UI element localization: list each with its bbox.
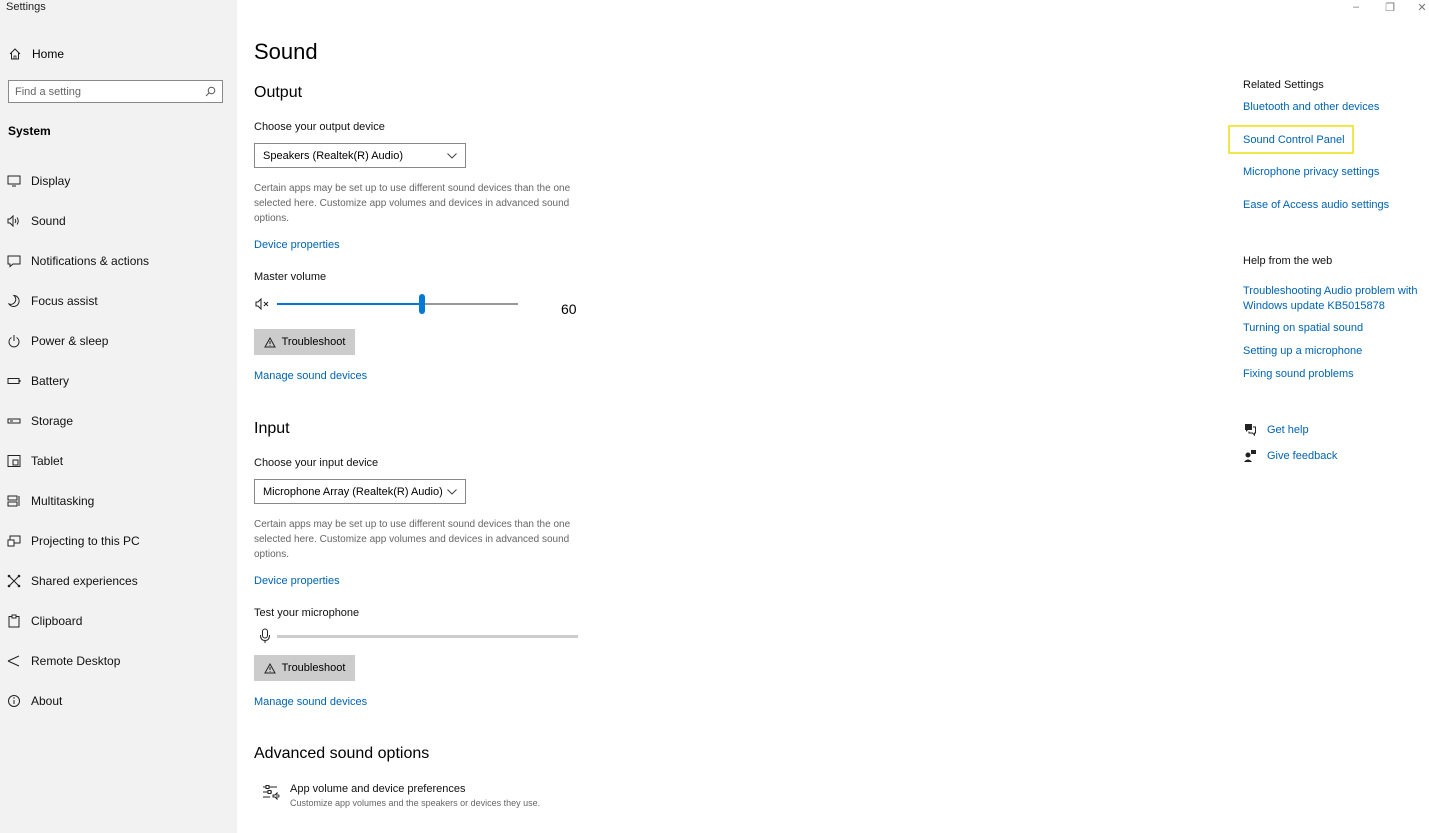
output-choose-label: Choose your output device: [254, 121, 385, 133]
output-description: Certain apps may be set up to use different sound devices than the one selected here. Customize app volumes and devices in advanced sound options.: [254, 183, 571, 224]
search-box[interactable]: [8, 80, 223, 103]
input-device-value: Microphone Array (Realtek(R) Audio): [263, 485, 443, 498]
master-volume-fill: [277, 303, 422, 305]
give-feedback-link[interactable]: [1243, 449, 1337, 463]
chevron-down-icon: [447, 153, 457, 159]
troubleshoot-label: Troubleshoot: [281, 662, 346, 674]
warning-icon: [264, 663, 276, 674]
multitasking-icon: [7, 494, 21, 508]
tablet-icon: [7, 454, 21, 468]
help-link-microphone[interactable]: Setting up a microphone: [1243, 345, 1363, 357]
group-title: System: [8, 124, 51, 138]
search-icon: [205, 86, 216, 97]
output-device-dropdown[interactable]: [254, 143, 466, 168]
sidebar-item-label: Focus assist: [31, 294, 98, 308]
sidebar-item-notifications[interactable]: [0, 250, 237, 272]
related-settings-title: Related Settings: [1243, 79, 1324, 91]
app-volume-preferences-item[interactable]: [262, 783, 540, 808]
sidebar: [0, 0, 237, 833]
output-manage-devices-link[interactable]: Manage sound devices: [254, 370, 368, 382]
microphone-privacy-link[interactable]: Microphone privacy settings: [1243, 166, 1380, 178]
output-device-value: Speakers (Realtek(R) Audio): [263, 149, 404, 162]
sidebar-item-label: Display: [31, 174, 71, 188]
sidebar-item-label: Multitasking: [31, 494, 95, 508]
home-label: Home: [32, 47, 65, 61]
home-button[interactable]: [8, 45, 64, 63]
sidebar-item-label: Battery: [31, 374, 70, 388]
master-volume-thumb[interactable]: [419, 294, 425, 314]
minimize-button[interactable]: –: [1352, 1, 1360, 13]
storage-icon: [7, 414, 21, 428]
sidebar-item-label: Storage: [31, 414, 74, 428]
shared-icon: [7, 574, 21, 588]
output-troubleshoot-button[interactable]: [254, 329, 355, 355]
sidebar-item-label: Projecting to this PC: [31, 534, 140, 548]
power-icon: [7, 334, 21, 348]
clipboard-icon: [7, 614, 21, 628]
get-help-icon: [1243, 423, 1257, 436]
feedback-icon: [1243, 449, 1257, 463]
help-link-fixing-sound[interactable]: Fixing sound problems: [1243, 368, 1354, 380]
close-button[interactable]: ✕: [1417, 1, 1427, 14]
sidebar-item-display[interactable]: [0, 170, 237, 192]
mute-icon[interactable]: [255, 298, 271, 310]
output-device-properties-link[interactable]: Device properties: [254, 239, 340, 251]
sidebar-item-label: Tablet: [31, 454, 64, 468]
output-heading: Output: [254, 84, 303, 101]
notifications-icon: [7, 254, 21, 268]
input-device-dropdown[interactable]: [254, 479, 466, 504]
sound-icon: [7, 214, 21, 228]
sidebar-item-label: Clipboard: [31, 614, 83, 628]
sidebar-item-battery[interactable]: [0, 370, 237, 392]
warning-icon: [264, 337, 276, 348]
projecting-icon: [7, 534, 21, 548]
mixer-icon: [262, 784, 282, 802]
sidebar-item-about[interactable]: [0, 690, 237, 712]
master-volume-value: 60: [561, 301, 577, 317]
sidebar-item-storage[interactable]: [0, 410, 237, 432]
input-choose-label: Choose your input device: [254, 457, 379, 469]
sidebar-item-label: Sound: [31, 214, 66, 228]
search-input[interactable]: [15, 86, 205, 98]
sidebar-item-label: Shared experiences: [31, 574, 138, 588]
chevron-down-icon: [447, 489, 457, 495]
sound-control-panel-link[interactable]: Sound Control Panel: [1243, 134, 1345, 146]
microphone-icon: [259, 628, 271, 644]
restore-button[interactable]: ❐: [1385, 1, 1395, 14]
display-icon: [7, 174, 21, 188]
input-troubleshoot-button[interactable]: [254, 655, 355, 681]
master-volume-label: Master volume: [254, 271, 327, 283]
input-device-properties-link[interactable]: Device properties: [254, 575, 340, 587]
input-heading: Input: [254, 420, 290, 437]
sidebar-item-sound[interactable]: [0, 210, 237, 232]
ease-of-access-audio-link[interactable]: Ease of Access audio settings: [1243, 199, 1390, 211]
info-icon: [7, 694, 21, 708]
give-feedback-label: Give feedback: [1267, 450, 1338, 462]
sidebar-item-focus-assist[interactable]: [0, 290, 237, 312]
input-manage-devices-link[interactable]: Manage sound devices: [254, 696, 368, 708]
sidebar-item-label: About: [31, 694, 63, 708]
app-title: Settings: [6, 1, 46, 13]
app-volume-description: Customize app volumes and the speakers or devices they use.: [290, 798, 541, 808]
get-help-link[interactable]: [1243, 423, 1309, 436]
sidebar-item-clipboard[interactable]: [0, 610, 237, 632]
input-description: Certain apps may be set up to use different sound devices than the one selected here. Customize app volumes and devices in advanced sound options.: [254, 519, 571, 560]
sidebar-item-label: Remote Desktop: [31, 654, 121, 668]
sidebar-item-multitasking[interactable]: [0, 490, 237, 512]
sidebar-item-shared-experiences[interactable]: [0, 570, 237, 592]
bluetooth-devices-link[interactable]: Bluetooth and other devices: [1243, 101, 1380, 113]
help-from-web-title: Help from the web: [1243, 255, 1333, 267]
help-link-troubleshooting-audio[interactable]: Troubleshooting Audio problem with Windows update KB5015878: [1243, 285, 1418, 312]
page-title: Sound: [254, 39, 318, 64]
master-volume-slider[interactable]: [277, 303, 518, 305]
advanced-heading: Advanced sound options: [254, 745, 430, 762]
battery-icon: [7, 374, 21, 388]
moon-icon: [7, 294, 21, 308]
home-icon: [8, 47, 22, 61]
remote-icon: [7, 654, 21, 668]
sidebar-item-projecting[interactable]: [0, 530, 237, 552]
sidebar-item-remote-desktop[interactable]: [0, 650, 237, 672]
sidebar-item-power-sleep[interactable]: [0, 330, 237, 352]
sidebar-item-label: Notifications & actions: [31, 254, 150, 268]
microphone-level-bar: [277, 635, 578, 638]
test-microphone-label: Test your microphone: [254, 607, 360, 619]
troubleshoot-label: Troubleshoot: [281, 336, 346, 348]
help-link-spatial-sound[interactable]: Turning on spatial sound: [1243, 322, 1364, 334]
app-volume-title: App volume and device preferences: [290, 783, 466, 795]
sidebar-item-label: Power & sleep: [31, 334, 109, 348]
sidebar-item-tablet[interactable]: [0, 450, 237, 472]
get-help-label: Get help: [1267, 423, 1309, 436]
